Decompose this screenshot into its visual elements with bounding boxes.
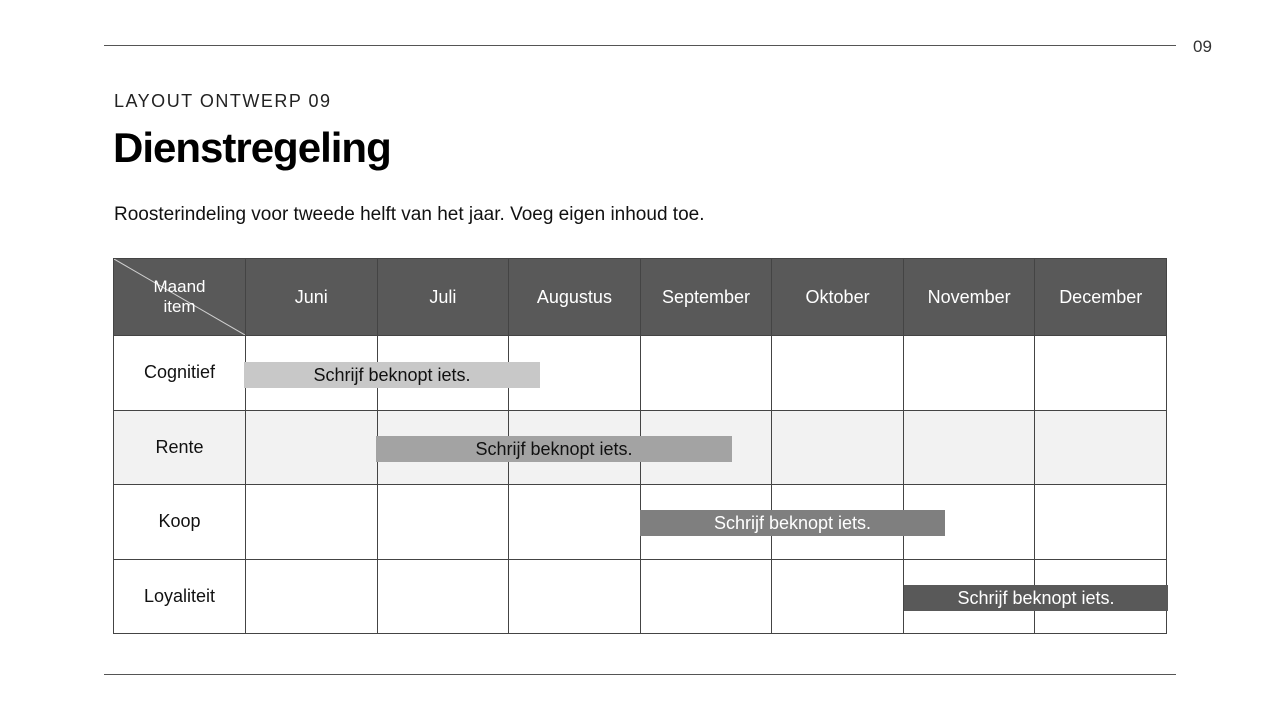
row-label-cognitief: Cognitief (114, 336, 246, 411)
schedule-bar-loyaliteit: Schrijf beknopt iets. (904, 585, 1168, 611)
month-header-oktober: Oktober (772, 259, 904, 336)
eyebrow-label: LAYOUT ONTWERP 09 (114, 91, 332, 111)
table-cell (904, 336, 1036, 411)
bottom-divider (104, 674, 1176, 675)
month-header-november: November (904, 259, 1036, 336)
table-cell (378, 560, 510, 635)
schedule-bar-cognitief: Schrijf beknopt iets. (244, 362, 540, 388)
month-header-augustus: Augustus (509, 259, 641, 336)
table-cell (641, 560, 773, 635)
table-cell (509, 485, 641, 560)
table-cell (772, 560, 904, 635)
page-number: 09 (1193, 37, 1212, 56)
top-divider (104, 45, 1176, 46)
schedule-bar-rente: Schrijf beknopt iets. (376, 436, 732, 462)
table-cell (246, 411, 378, 486)
table-cell (641, 336, 773, 411)
table-cell (1035, 411, 1167, 486)
schedule-bar-koop: Schrijf beknopt iets. (640, 510, 945, 536)
month-header-september: September (641, 259, 773, 336)
month-header-juli: Juli (378, 259, 510, 336)
table-cell (246, 560, 378, 635)
corner-label-month: Maand (153, 277, 206, 296)
month-header-juni: Juni (246, 259, 378, 336)
row-label-rente: Rente (114, 411, 246, 486)
table-cell (1035, 485, 1167, 560)
page-title: Dienstregeling (113, 124, 391, 171)
corner-header-cell (114, 259, 246, 336)
corner-label-item: item (163, 297, 196, 316)
table-cell (772, 411, 904, 486)
table-cell (509, 560, 641, 635)
table-cell (1035, 336, 1167, 411)
page-subtitle: Roosterindeling voor tweede helft van het jaar. Voeg eigen inhoud toe. (114, 204, 705, 225)
month-header-december: December (1035, 259, 1167, 336)
table-cell (772, 336, 904, 411)
table-cell (378, 485, 510, 560)
table-cell (904, 411, 1036, 486)
row-label-loyaliteit: Loyaliteit (114, 560, 246, 635)
row-label-koop: Koop (114, 485, 246, 560)
table-cell (246, 485, 378, 560)
